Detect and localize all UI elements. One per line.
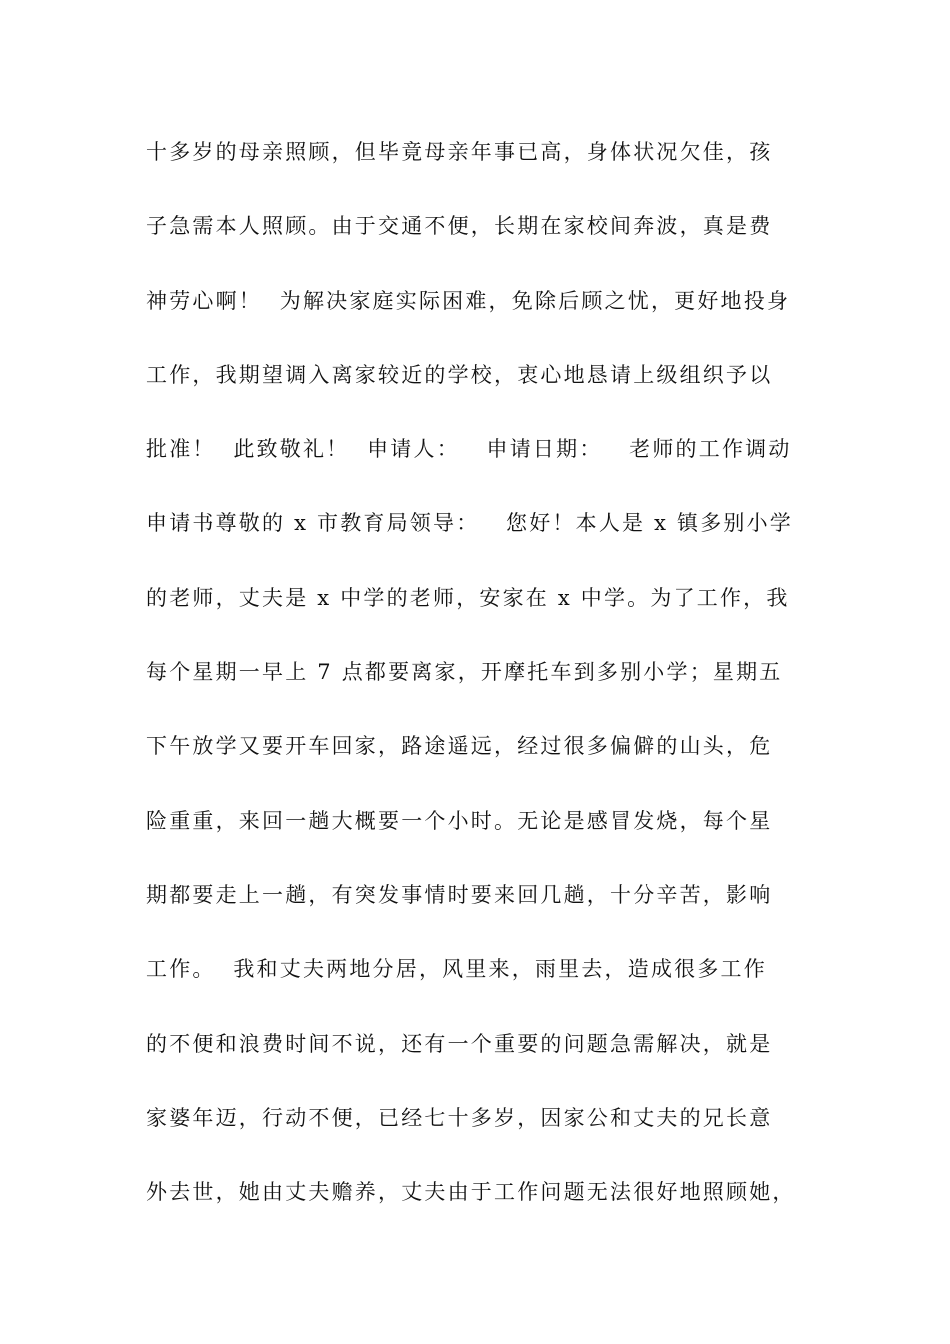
text-line: 神劳心啊！ 为解决家庭实际困难，免除后顾之忧，更好地投身 [146, 288, 791, 313]
text-line: 家婆年迈，行动不便，已经七十多岁，因家公和丈夫的兄长意 [146, 1105, 773, 1130]
text-line: 下午放学又要开车回家，路途遥远，经过很多偏僻的山头，危 [146, 734, 773, 759]
document-body [146, 132, 836, 1246]
text-line: 工作。 我和丈夫两地分居，风里来，雨里去，造成很多工作 [146, 957, 767, 982]
text-line: 险重重，来回一趟大概要一个小时。无论是感冒发烧，每个星 [146, 808, 773, 833]
text-line: 的不便和浪费时间不说，还有一个重要的问题急需解决，就是 [146, 1031, 773, 1056]
text-line: 期都要走上一趟，有突发事情时要来回几趟，十分辛苦，影响 [146, 882, 773, 907]
text-line: 子急需本人照顾。由于交通不便，长期在家校间奔波，真是费 [146, 214, 773, 239]
text-line: 十多岁的母亲照顾，但毕竟母亲年事已高，身体状况欠佳，孩 [146, 140, 773, 164]
text-line: 的老师，丈夫是 x 中学的老师，安家在 x 中学。为了工作，我 [146, 585, 790, 610]
text-line: 每个星期一早上 7 点都要离家，开摩托车到多别小学；星期五 [146, 660, 783, 685]
text-line: 申请书尊敬的 x 市教育局领导： 您好！本人是 x 镇多别小学 [146, 511, 794, 536]
text-line: 批准！ 此致敬礼！ 申请人： 申请日期： 老师的工作调动 [146, 437, 792, 462]
text-line: 外去世，她由丈夫赡养，丈夫由于工作问题无法很好地照顾她， [146, 1180, 796, 1205]
text-line: 工作，我期望调入离家较近的学校，衷心地恳请上级组织予以 [146, 362, 773, 387]
